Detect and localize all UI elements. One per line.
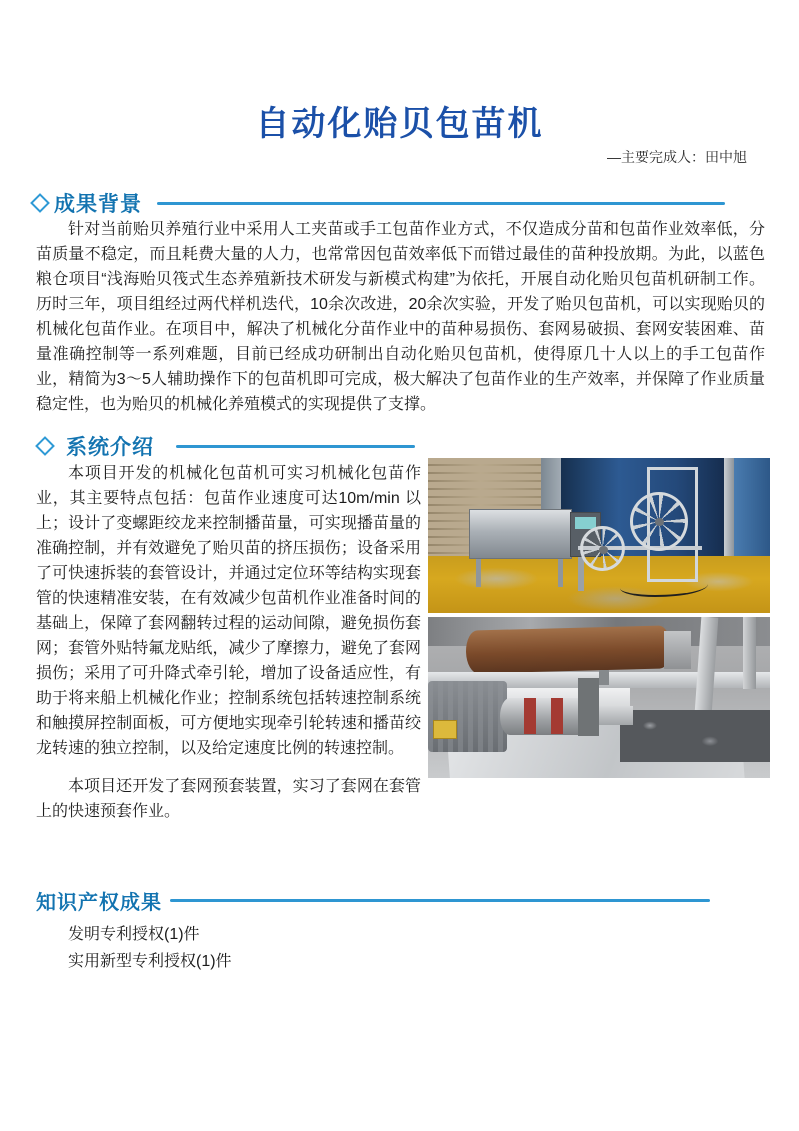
diamond-icon: [35, 436, 55, 456]
background-paragraph: 针对当前贻贝养殖行业中采用人工夹苗或手工包苗作业方式，不仅造成分苗和包苗作业效率低，分苗质量不稳定，而且耗费大量的人力，也常常因包苗效率低下而错过最佳的苗种投放期。为此，以蓝色粮仓项目“浅海贻贝筏式生态养殖新技术研发与新模式构建”为依托，开展自动化贻贝包苗机研制工作。历时三年，项目组经过两代样机迭代，10余次改进，20余次实验，开发了贻贝包苗机，可以实现贻贝的机械化包苗作业。在项目中，解决了机械化分苗作业中的苗种易损伤、套网易破损、套网安装困难、苗量准确控制等一系列难题，目前已经成功研制出自动化贻贝包苗机，使得原几十人以上的手工包苗作业，精简为3～5人辅助操作下的包苗机即可完成，极大解决了包苗作业的生产效率，并保障了作业质量稳定性，也为贻贝的机械化养殖模式的实现提供了支撑。: [36, 221, 765, 413]
brown-roller: [465, 626, 671, 675]
section-heading-system: [38, 431, 415, 461]
machine-leg: [558, 559, 563, 587]
roller-end: [664, 631, 691, 668]
bolt: [599, 670, 609, 684]
red-coupling-ring: [551, 698, 563, 733]
machine-leg: [578, 557, 583, 591]
machine-overview-photo: [428, 458, 770, 613]
byline: —主要完成人：田中旭: [607, 149, 747, 165]
ip-list: [68, 921, 232, 975]
system-paragraph: 本项目开发的机械化包苗机可实习机械化包苗作业，其主要特点包括：包苗作业速度可达10m/min 以上；设计了变螺距绞龙来控制播苗量，可实现播苗量的准确控制，并有效避免了贻贝苗的挤压损伤；设备采用了可快速拆装的套管设计，并通过定位环等结构实现套管的快速精准安装，在有效减少包苗机作业准备时间的基础上，保障了套网翻转过程的运动间隙，避免损伤套网；套管外贴特氟龙贴纸，减少了摩擦力，避免了套网损伤；采用了可升降式牵引轮，增加了设备适应性，有助于将来船上机械化作业；控制系统包括转速控制系统和触摸屏控制面板，可方便地实现牵引轮转速和播苗绞龙转速的独立控制，以及给定速度比例的转速控制。: [36, 465, 421, 757]
mount-bracket: [578, 678, 599, 736]
warning-label: [433, 720, 457, 739]
section-title: 成果背景: [54, 193, 142, 216]
section-title: 知识产权成果: [36, 892, 162, 914]
hopper-machine: [469, 509, 572, 559]
system-text-column: [36, 461, 421, 824]
ip-item: 实用新型专利授权(1)件: [68, 953, 232, 970]
machine-leg: [476, 559, 481, 587]
drive-motor: [428, 681, 507, 752]
section-title: 系统介绍: [66, 436, 154, 459]
heading-rule: [157, 202, 725, 205]
heading-rule: [170, 899, 710, 902]
section-heading-ip: [36, 886, 710, 915]
machine-closeup-photo: [428, 617, 770, 778]
wheel-hub: [599, 546, 608, 554]
section-heading-background: [33, 188, 725, 218]
shadow-area: [620, 710, 770, 762]
system-paragraph: 本项目还开发了套网预套装置，实习了套网在套管上的快速预套作业。: [36, 778, 421, 820]
frame-post: [743, 617, 757, 689]
diamond-icon: [30, 193, 50, 213]
ip-item: 发明专利授权(1)件: [68, 926, 200, 943]
red-coupling-ring: [524, 698, 536, 733]
heading-rule: [176, 445, 415, 448]
page-title: 自动化贻贝包苗机: [255, 105, 544, 143]
